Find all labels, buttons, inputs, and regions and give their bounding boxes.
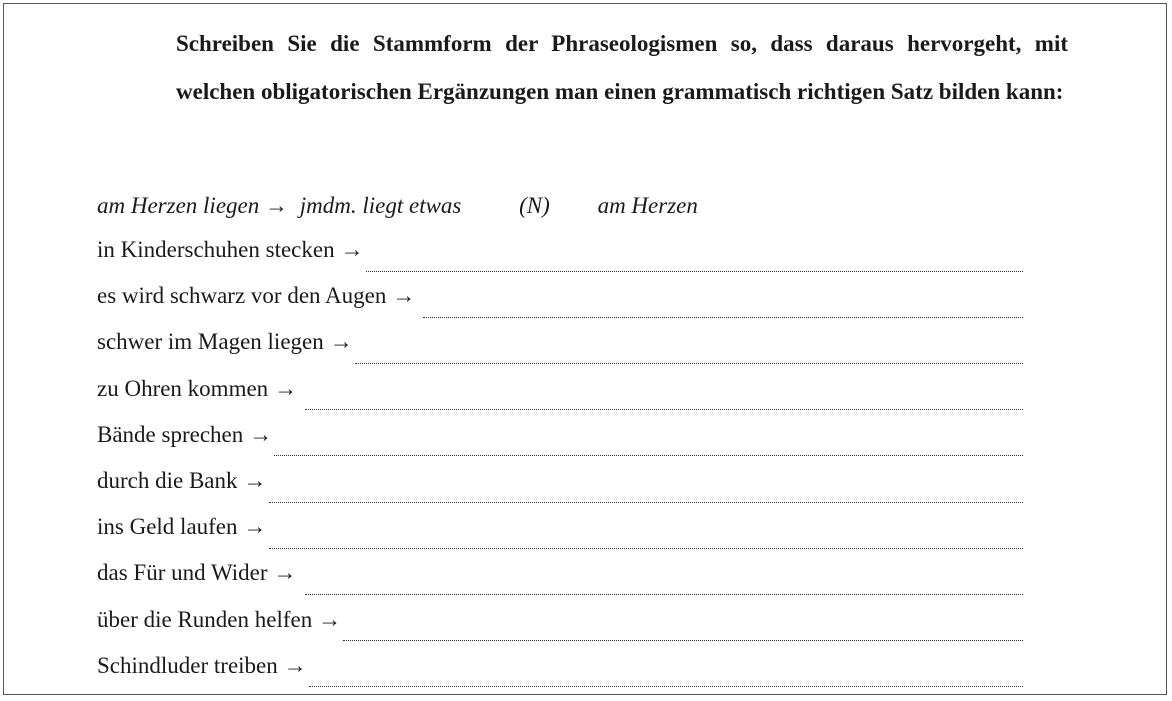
arrow-glyph: → bbox=[318, 606, 342, 632]
exercise-phrase: durch die Bank bbox=[97, 467, 238, 493]
example-stem-form: jmdm. liegt etwas bbox=[299, 193, 462, 218]
arrow-glyph: → bbox=[283, 652, 307, 678]
answer-blank[interactable] bbox=[274, 437, 1023, 456]
task-instruction: Schreiben Sie die Stammform der Phraseologismen so, dass daraus hervorgeht, mit welchen obligatorischen Ergänzungen man einen grammatisch richtigen Satz bilden kann: bbox=[176, 31, 1068, 104]
example-arrow: → bbox=[265, 193, 288, 218]
exercise-item bbox=[97, 376, 1023, 422]
exercise-phrase: Schindluder treiben bbox=[97, 652, 278, 678]
exercise-item bbox=[97, 237, 1023, 283]
answer-blank[interactable] bbox=[309, 668, 1023, 687]
arrow-glyph: → bbox=[340, 237, 364, 262]
arrow-glyph: → bbox=[249, 421, 273, 447]
exercise-item bbox=[97, 560, 1023, 606]
answer-blank[interactable] bbox=[305, 391, 1023, 410]
exercise-phrase: es wird schwarz vor den Augen bbox=[97, 283, 387, 309]
arrow-glyph: → bbox=[392, 283, 416, 309]
exercise-phrase: Bände sprechen bbox=[97, 421, 244, 447]
answer-blank[interactable] bbox=[343, 622, 1023, 641]
exercise-item bbox=[97, 283, 1023, 329]
example-case-marker: (N) bbox=[519, 193, 550, 218]
exercise-item bbox=[97, 468, 1023, 514]
exercise-phrase: in Kinderschuhen stecken bbox=[97, 237, 335, 262]
example-complement: am Herzen bbox=[597, 193, 698, 218]
exercise-item bbox=[97, 329, 1023, 375]
arrow-glyph: → bbox=[274, 375, 298, 401]
example-line bbox=[97, 193, 698, 219]
exercise-phrase: schwer im Magen liegen bbox=[97, 329, 324, 355]
example-phrase: am Herzen liegen bbox=[97, 193, 260, 218]
answer-blank[interactable] bbox=[269, 530, 1023, 549]
exercise-item bbox=[97, 653, 1023, 699]
arrow-glyph: → bbox=[243, 467, 267, 493]
arrow-glyph: → bbox=[329, 329, 353, 355]
answer-blank[interactable] bbox=[355, 345, 1023, 364]
exercise-phrase: zu Ohren kommen bbox=[97, 375, 269, 401]
arrow-glyph: → bbox=[243, 514, 267, 540]
answer-blank[interactable] bbox=[305, 576, 1024, 595]
exercise-phrase: über die Runden helfen bbox=[97, 606, 313, 632]
arrow-glyph: → bbox=[273, 560, 297, 586]
answer-blank[interactable] bbox=[269, 484, 1023, 503]
exercise-item bbox=[97, 607, 1023, 653]
answer-blank[interactable] bbox=[366, 253, 1023, 272]
exercise-list bbox=[97, 237, 1023, 699]
exercise-item bbox=[97, 514, 1023, 560]
exercise-phrase: das Für und Wider bbox=[97, 560, 268, 586]
exercise-phrase: ins Geld laufen bbox=[97, 514, 238, 540]
exercise-item bbox=[97, 422, 1023, 468]
answer-blank[interactable] bbox=[423, 299, 1023, 318]
